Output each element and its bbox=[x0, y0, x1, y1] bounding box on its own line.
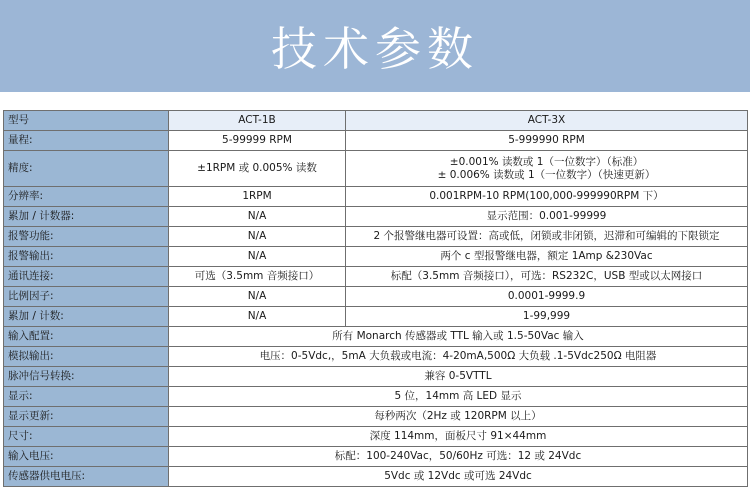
cell-act1b: 可选（3.5mm 音频接口） bbox=[169, 267, 346, 287]
cell-act3x: 2 个报警继电器可设置：高或低，闭锁或非闭锁，迟滞和可编辑的下限锁定 bbox=[346, 227, 748, 247]
table-row bbox=[4, 187, 748, 207]
row-label: 传感器供电电压: bbox=[4, 467, 169, 487]
table-row bbox=[4, 427, 748, 447]
table-row bbox=[4, 367, 748, 387]
row-label: 累加 / 计数: bbox=[4, 307, 169, 327]
table-row bbox=[4, 131, 748, 151]
cell-act1b: 5-99999 RPM bbox=[169, 131, 346, 151]
table-row bbox=[4, 227, 748, 247]
row-label: 模拟输出: bbox=[4, 347, 169, 367]
table-row bbox=[4, 247, 748, 267]
row-label: 分辨率: bbox=[4, 187, 169, 207]
table-row bbox=[4, 327, 748, 347]
cell-merged: 每秒两次（2Hz 或 120RPM 以上） bbox=[169, 407, 748, 427]
title-banner bbox=[0, 0, 750, 92]
table-row bbox=[4, 207, 748, 227]
cell-merged: 标配：100-240Vac，50/60Hz 可选：12 或 24Vdc bbox=[169, 447, 748, 467]
header-label: 型号 bbox=[4, 111, 169, 131]
cell-merged: 5Vdc 或 12Vdc 或可选 24Vdc bbox=[169, 467, 748, 487]
cell-merged: 电压：0-5Vdc,，5mA 大负载或电流：4-20mA,500Ω 大负载 .1-5Vdc250Ω 电阻器 bbox=[169, 347, 748, 367]
table-row bbox=[4, 307, 748, 327]
cell-act3x: 两个 c 型报警继电器，额定 1Amp &230Vac bbox=[346, 247, 748, 267]
row-label: 量程: bbox=[4, 131, 169, 151]
table-header-row bbox=[4, 111, 748, 131]
table-row bbox=[4, 387, 748, 407]
header-act3x: ACT-3X bbox=[346, 111, 748, 131]
spec-table bbox=[3, 110, 748, 487]
table-row bbox=[4, 407, 748, 427]
table-row bbox=[4, 467, 748, 487]
cell-act3x: 标配（3.5mm 音频接口），可选：RS232C，USB 型或以太网接口 bbox=[346, 267, 748, 287]
cell-merged: 所有 Monarch 传感器或 TTL 输入或 1.5-50Vac 输入 bbox=[169, 327, 748, 347]
cell-act3x: 5-999990 RPM bbox=[346, 131, 748, 151]
cell-merged: 深度 114mm，面板尺寸 91×44mm bbox=[169, 427, 748, 447]
cell-act3x bbox=[346, 151, 748, 187]
row-label: 报警输出: bbox=[4, 247, 169, 267]
row-label: 脉冲信号转换: bbox=[4, 367, 169, 387]
cell-merged: 兼容 0-5VTTL bbox=[169, 367, 748, 387]
table-row bbox=[4, 287, 748, 307]
row-label: 显示: bbox=[4, 387, 169, 407]
row-label: 输入电压: bbox=[4, 447, 169, 467]
cell-line: ± 0.006% 读数或 1（一位数字）（快速更新） bbox=[437, 168, 656, 181]
table-row bbox=[4, 267, 748, 287]
cell-act1b: N/A bbox=[169, 247, 346, 267]
table-row bbox=[4, 447, 748, 467]
table-row bbox=[4, 347, 748, 367]
row-label: 比例因子: bbox=[4, 287, 169, 307]
row-label: 显示更新: bbox=[4, 407, 169, 427]
cell-act3x: 0.001RPM-10 RPM(100,000-999990RPM 下） bbox=[346, 187, 748, 207]
row-label: 累加 / 计数器: bbox=[4, 207, 169, 227]
page-title: 技术参数 bbox=[271, 22, 479, 76]
row-label: 输入配置: bbox=[4, 327, 169, 347]
row-label: 通讯连接: bbox=[4, 267, 169, 287]
row-label: 报警功能: bbox=[4, 227, 169, 247]
cell-act1b: N/A bbox=[169, 227, 346, 247]
cell-line: ±0.001% 读数或 1（一位数字）（标准） bbox=[449, 155, 644, 168]
cell-merged: 5 位，14mm 高 LED 显示 bbox=[169, 387, 748, 407]
cell-act3x: 1-99,999 bbox=[346, 307, 748, 327]
cell-act1b: N/A bbox=[169, 287, 346, 307]
cell-act1b: ±1RPM 或 0.005% 读数 bbox=[169, 151, 346, 187]
cell-act1b: 1RPM bbox=[169, 187, 346, 207]
cell-act1b: N/A bbox=[169, 307, 346, 327]
row-label: 尺寸: bbox=[4, 427, 169, 447]
header-act1b: ACT-1B bbox=[169, 111, 346, 131]
cell-act3x: 显示范围：0.001-99999 bbox=[346, 207, 748, 227]
table-row bbox=[4, 151, 748, 187]
cell-act1b: N/A bbox=[169, 207, 346, 227]
row-label: 精度: bbox=[4, 151, 169, 187]
cell-act3x: 0.0001-9999.9 bbox=[346, 287, 748, 307]
